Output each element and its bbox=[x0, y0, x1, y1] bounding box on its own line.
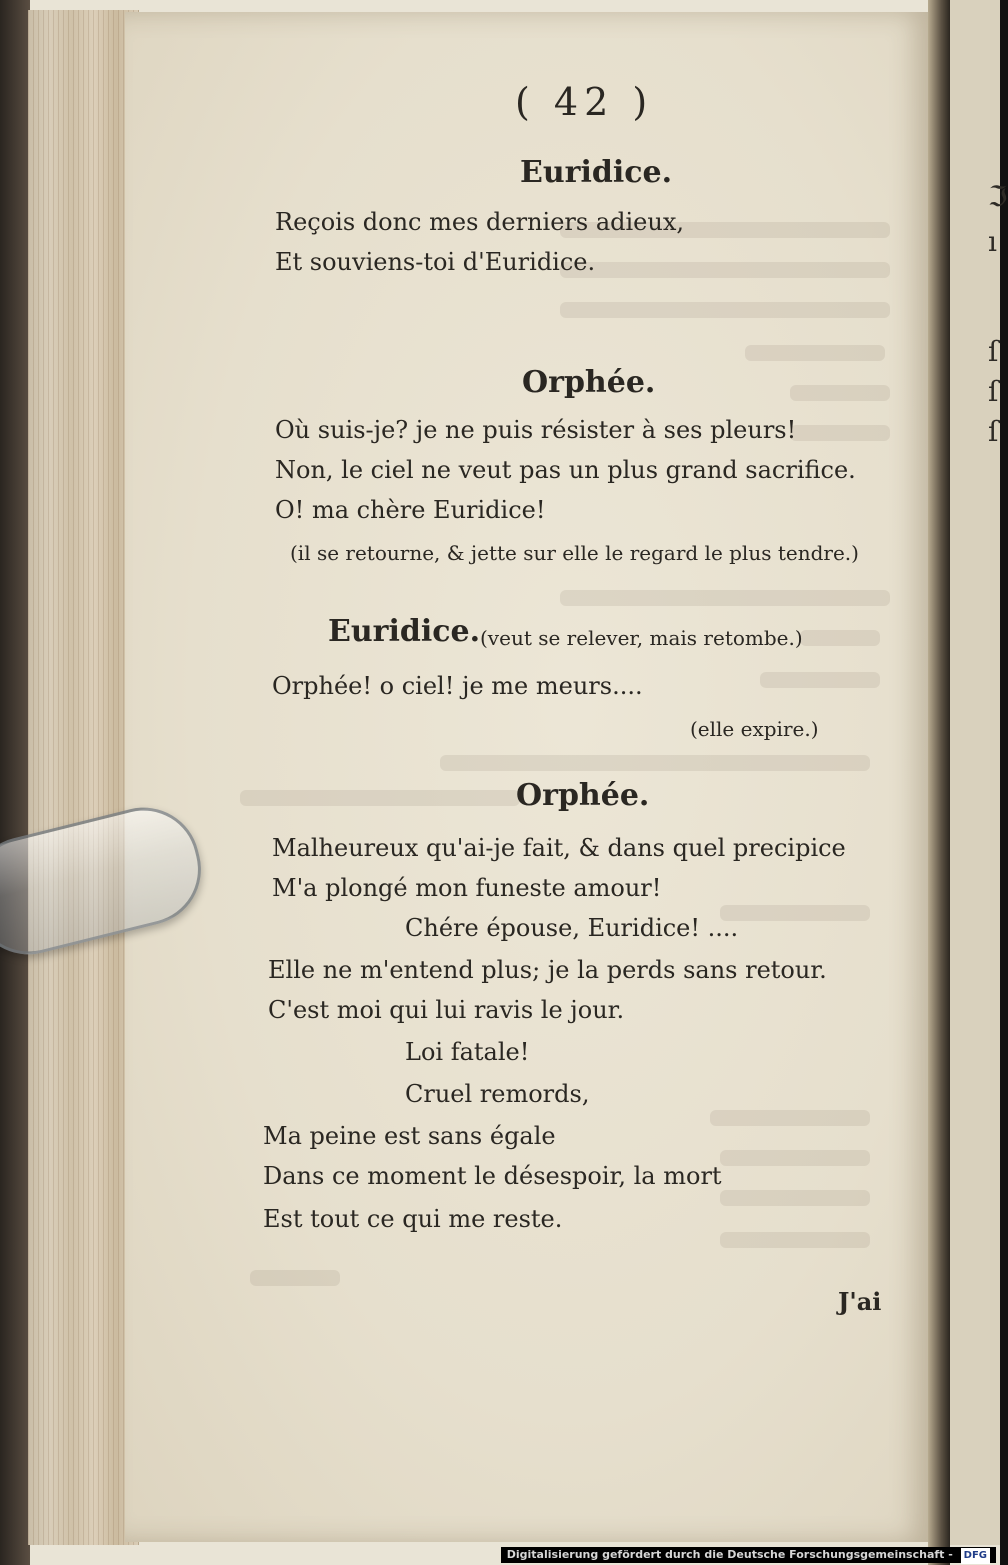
page-number: ( 42 ) bbox=[515, 80, 654, 124]
verse-line: Chére épouse, Euridice! .... bbox=[405, 914, 739, 942]
verse-line: O! ma chère Euridice! bbox=[275, 496, 546, 524]
speaker-heading: Euridice. bbox=[520, 155, 673, 190]
catchword: J'ai bbox=[838, 1287, 882, 1316]
stage-direction: (il se retourne, & jette sur elle le regard le plus tendre.) bbox=[290, 541, 859, 565]
speaker-heading: Euridice. bbox=[328, 614, 481, 649]
book-cover-edge bbox=[0, 0, 30, 1565]
verse-line: Dans ce moment le désespoir, la mort bbox=[263, 1162, 722, 1190]
verse-line: Où suis-je? je ne puis résister à ses pleurs! bbox=[275, 416, 797, 444]
dfg-logo: DFG bbox=[961, 1548, 990, 1564]
speaker-heading: Orphée. bbox=[516, 778, 650, 813]
verse-line: Et souviens-toi d'Euridice. bbox=[275, 248, 596, 276]
verse-line: C'est moi qui lui ravis le jour. bbox=[268, 996, 625, 1024]
verse-line: Ma peine est sans égale bbox=[263, 1122, 556, 1150]
speaker-heading: Orphée. bbox=[522, 365, 656, 400]
verse-line: Elle ne m'entend plus; je la perds sans retour. bbox=[268, 956, 827, 984]
verse-line: Loi fatale! bbox=[405, 1038, 530, 1066]
stage-direction: (veut se relever, mais retombe.) bbox=[480, 626, 803, 650]
page-stack-edge bbox=[28, 10, 139, 1545]
verse-line: Est tout ce qui me reste. bbox=[263, 1205, 563, 1233]
verse-line: Orphée! o ciel! je me meurs.... bbox=[272, 672, 643, 700]
verse-line: Malheureux qu'ai-je fait, & dans quel precipice bbox=[272, 834, 846, 862]
verse-line: Non, le ciel ne veut pas un plus grand sacrifice. bbox=[275, 456, 856, 484]
book-gutter bbox=[928, 0, 950, 1565]
credit-text: Digitalisierung gefördert durch die Deutsche Forschungsgemeinschaft - bbox=[506, 1548, 953, 1561]
verse-line: Reçois donc mes derniers adieux, bbox=[275, 208, 684, 236]
stage-direction: (elle expire.) bbox=[690, 717, 819, 741]
digitization-credit bbox=[501, 1547, 996, 1563]
book-page bbox=[125, 12, 933, 1542]
verse-line: Cruel remords, bbox=[405, 1080, 590, 1108]
verse-line: M'a plongé mon funeste amour! bbox=[272, 874, 662, 902]
facing-page: ℑ ı ſ ſ ſ bbox=[950, 0, 1000, 1545]
